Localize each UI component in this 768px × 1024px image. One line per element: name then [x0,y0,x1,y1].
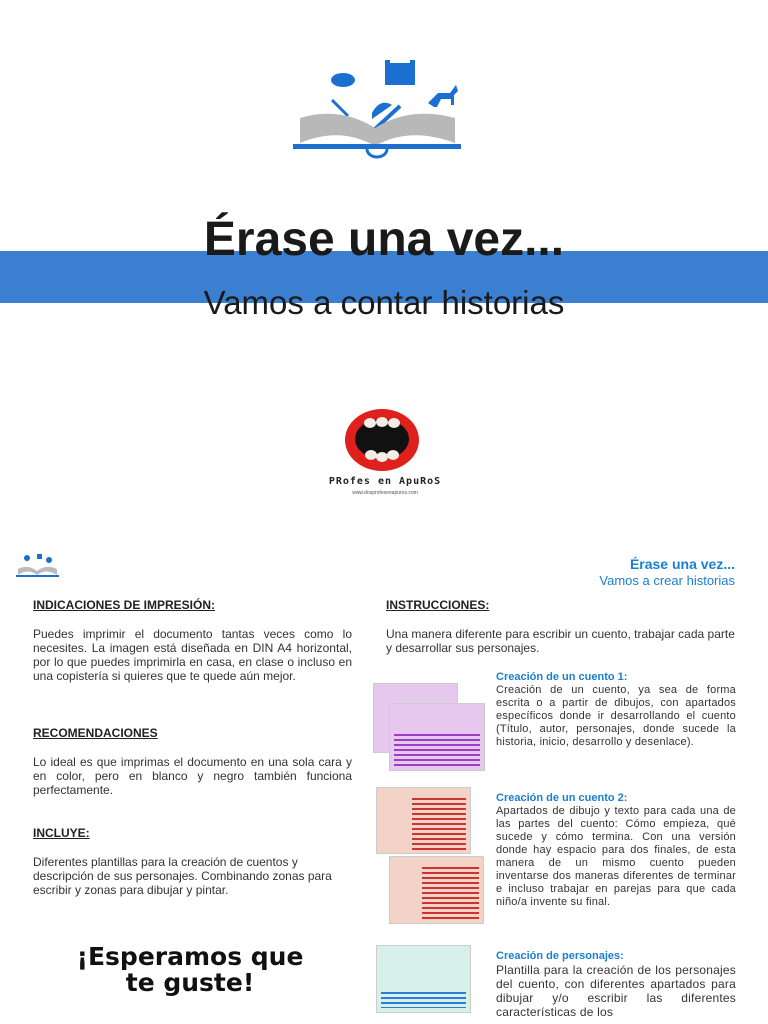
item-2-text: Apartados de dibujo y texto para cada una de las partes del cuento: Cómo empieza, qué sucede y cómo termina. Con una versión donde hay espacio para dos finales, de esta manera de un mismo cuento pueden inventarse dos maneras diferentes de terminar e incluso trabajar en parejas para que cada niño/a invente su final. [496,805,736,908]
item-3-text: Plantilla para la creación de los personajes del cuento, con diferentes apartados para dibujar y/o escribir las diferentes características de los [496,963,736,1019]
recommendations-text: Lo ideal es que imprimas el documento en una sola cara y en color, pero en blanco y negro también funciona perfectamente. [33,755,352,797]
template-thumbnail-2a [376,787,471,854]
print-heading: INDICACIONES DE IMPRESIÓN: [33,598,216,612]
page-header-subtitle: Vamos a crear historias [599,573,735,588]
template-thumbnail-1b [389,703,485,771]
mouth-logo-icon [344,408,420,472]
recommendations-heading: RECOMENDACIONES [33,726,158,740]
item-1-title: Creación de un cuento 1: [496,671,628,683]
brand-name: PRofes en ApuRoS [328,476,442,487]
template-thumbnail-3 [376,945,471,1013]
includes-heading: INCLUYE: [33,826,90,840]
item-3-title: Creación de personajes: [496,950,624,962]
open-book-logo-icon [290,58,465,160]
print-text: Puedes imprimir el documento tantas veces como lo necesites. La imagen está diseñada en DIN A4 horizontal, por lo que puedes imprimirla en casa, en clase o incluso en una copistería si quieres que te quede aún mejor. [33,627,352,683]
closing-message: ¡Esperamos que te guste! [76,942,304,997]
cover-subtitle: Vamos a contar historias [203,284,565,321]
small-book-logo-icon [15,553,60,580]
page-header-title: Érase una vez... [629,556,735,572]
item-1-text: Creación de un cuento, ya sea de forma escrita o a partir de dibujos, con apartados específicos donde ir desarrollando el cuento (Título, autor, personajes, donde sucede la historia, inicio, desarrollo y desenlace). [496,684,736,748]
cover-title: Érase una vez... [203,213,565,266]
brand-url: www.dosprofesenapuros.com [352,490,418,496]
instructions-heading: INSTRUCCIONES: [386,598,490,612]
item-2-title: Creación de un cuento 2: [496,792,628,804]
instructions-intro: Una manera diferente para escribir un cuento, trabajar cada parte y desarrollar sus personajes. [386,627,735,655]
includes-text: Diferentes plantillas para la creación de cuentos y descripción de sus personajes. Combinando zonas para escribir y zonas para dibujar y pintar. [33,855,332,897]
template-thumbnail-2b [389,856,484,924]
